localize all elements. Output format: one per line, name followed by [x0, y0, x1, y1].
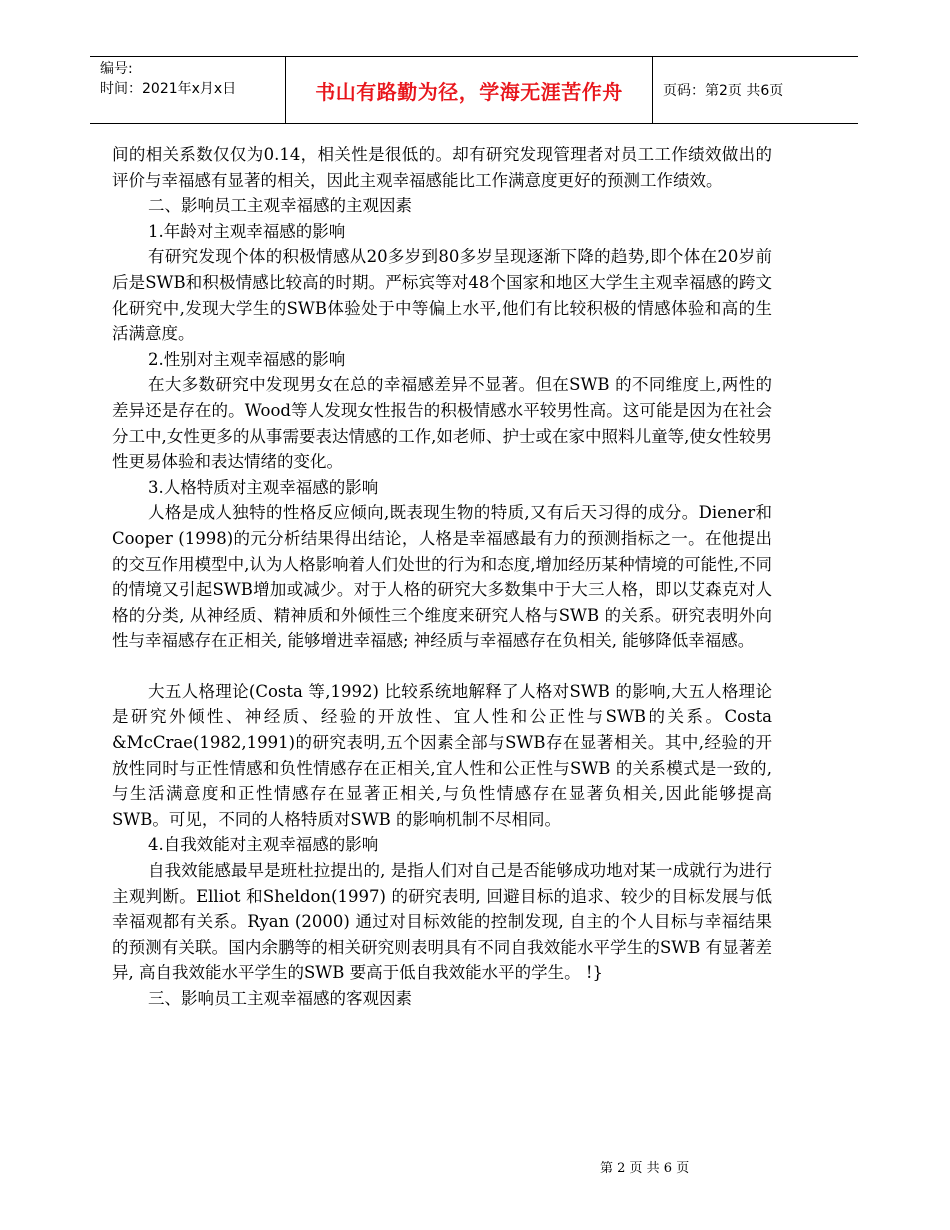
paragraph: 人格是成人独特的性格反应倾向,既表现生物的特质,又有后天习得的成分。Diener和Cooper (1998)的元分析结果得出结论，人格是幸福感最有力的预测指标之一。在他提出的交互作用模型中,认为人格影响着人们处世的行为和态度,增加经历某种情境的可能性,不同的情境又引起SWB增加或减少。对于人格的研究大多数集中于大三人格，即以艾森克对人格的分类, 从神经质、精神质和外倾性三个维度来研究人格与SWB 的关系。研究表明外向性与幸福感存在正相关, 能够增进幸福感; 神经质与幸福感存在负相关, 能够降低幸福感。 — [112, 503, 772, 651]
paragraph: 三、影响员工主观幸福感的客观因素 — [148, 989, 412, 1008]
document-time: 时间：2021年x月x日 — [100, 81, 237, 97]
paragraph: 二、影响员工主观幸福感的主观因素 — [148, 196, 412, 216]
paragraph: 有研究发现个体的积极情感从20多岁到80多岁呈现逐渐下降的趋势,即个体在20岁前后是SWB和积极情感比较高的时期。严标宾等对48个国家和地区大学生主观幸福感的跨文化研究中,发现大学生的SWB体验处于中等偏上水平,他们有比较积极的情感体验和高的生活满意度。 — [112, 247, 772, 344]
document-body — [112, 142, 772, 1012]
paragraph-gap — [112, 654, 772, 679]
page-header — [90, 56, 858, 124]
header-motto: 书山有路勤为径，学海无涯苦作舟 — [315, 79, 623, 104]
paragraph: 间的相关系数仅仅为0.14，相关性是很低的。却有研究发现管理者对员工工作绩效做出的评价与幸福感有显著的相关，因此主观幸福感能比工作满意度更好的预测工作绩效。 — [112, 145, 772, 190]
document-number-label: 编号: — [100, 61, 133, 77]
header-page-info: 页码：第2页 共6页 — [663, 83, 784, 99]
paragraph: 在大多数研究中发现男女在总的幸福感差异不显著。但在SWB 的不同维度上,两性的差异还是存在的。Wood等人发现女性报告的积极情感水平较男性高。这可能是因为在社会分工中,女性更多的从事需要表达情感的工作,如老师、护士或在家中照料儿童等,使女性较男性更易体验和表达情绪的变化。 — [112, 375, 772, 472]
header-meta — [90, 57, 286, 123]
paragraph: 自我效能感最早是班杜拉提出的, 是指人们对自己是否能够成功地对某一成就行为进行主观判断。Elliot 和Sheldon(1997) 的研究表明, 回避目标的追求、较少的目标发展与低幸福观都有关系。Ryan (2000) 通过对目标效能的控制发现, 自主的个人目标与幸福结果的预测有关联。国内余鹏等的相关研究则表明具有不同自我效能水平学生的SWB 有显著差异, 高自我效能水平学生的SWB 要高于低自我效能水平的学生。 !} — [112, 861, 772, 983]
paragraph: 大五人格理论(Costa 等,1992) 比较系统地解释了人格对SWB 的影响,大五人格理论是研究外倾性、神经质、经验的开放性、宜人性和公正性与SWB的关系。Costa &McCrae(1982,1991)的研究表明,五个因素全部与SWB存在显著相关。其中,经验的开放性同时与正性情感和负性情感存在正相关,宜人性和公正性与SWB 的关系模式是一致的,与生活满意度和正性情感存在显著正相关,与负性情感存在显著负相关,因此能够提高SWB。可见，不同的人格特质对SWB 的影响机制不尽相同。 — [112, 681, 772, 829]
paragraph: 1.年龄对主观幸福感的影响 — [148, 221, 346, 241]
paragraph: 3.人格特质对主观幸福感的影响 — [148, 477, 379, 497]
header-motto-cell — [286, 57, 653, 123]
paragraph: 2.性别对主观幸福感的影响 — [148, 349, 346, 369]
page-footer: 第 2 页 共 6 页 — [600, 1161, 690, 1176]
header-page-info-cell — [653, 57, 858, 123]
paragraph: 4.自我效能对主观幸福感的影响 — [148, 835, 379, 855]
